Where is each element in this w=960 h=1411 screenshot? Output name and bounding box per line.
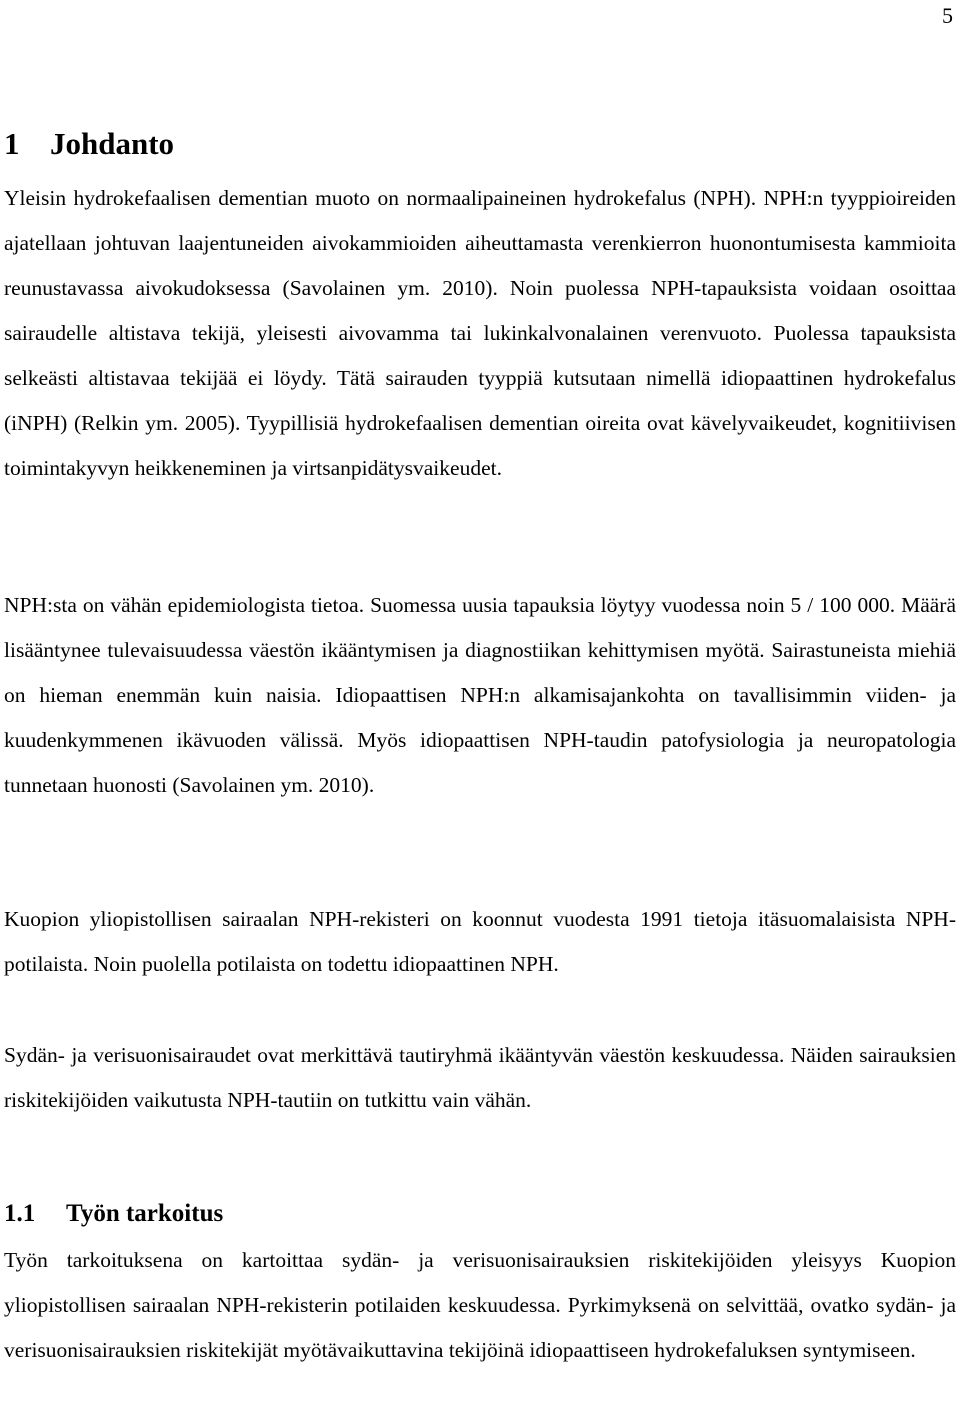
subsection-title (4, 1198, 956, 1230)
chapter-heading (4, 124, 956, 164)
subsection-title-text: Työn tarkoitus (66, 1200, 224, 1227)
body-paragraph-2 (4, 583, 956, 808)
page-number: 5 (942, 3, 953, 28)
body-paragraph-3 (4, 897, 956, 987)
paragraph-registry: Kuopion yliopistollisen sairaalan NPH-rekisteri on koonnut vuodesta 1991 tietoja itäsuomalaisista NPH-potilaista. Noin puolella potilaista on todettu idiopaattinen NPH. (4, 907, 956, 976)
body-paragraph-4 (4, 1033, 956, 1123)
paragraph-aim: Työn tarkoituksena on kartoittaa sydän- ja verisuonisairauksien riskitekijöiden yleisyys Kuopion yliopistollisen sairaalan NPH-rekisterin potilaiden keskuudessa. Pyrkimyksenä on selvittää, ovatko sydän- ja verisuonisairauksien riskitekijät myötävaikuttavina tekijöinä idiopaattiseen hydrokefaluksen syntymiseen. (4, 1248, 956, 1362)
paragraph-epidemiology: NPH:sta on vähän epidemiologista tietoa. Suomessa uusia tapauksia löytyy vuodessa noin 5 / 100 000. Määrä lisääntynee tulevaisuudessa väestön ikääntymisen ja diagnostiikan kehittymisen myötä. Sairastuneista miehiä on hieman enemmän kuin naisia. Idiopaattisen NPH:n alkamisajankohta on tavallisimmin viiden- ja kuudenkymmenen ikävuoden välissä. Myös idiopaattisen NPH-taudin patofysiologia ja neuropatologia tunnetaan huonosti (Savolainen ym. 2010). (4, 593, 956, 797)
paragraph-intro: Yleisin hydrokefaalisen dementian muoto on normaalipaineinen hydrokefalus (NPH). NPH:n tyyppioireiden ajatellaan johtuvan laajentuneiden aivokammioiden aiheuttamasta verenkierron huonontumisesta kammioita reunustavassa aivokudoksessa (Savolainen ym. 2010). Noin puolessa NPH-tapauksista voidaan osoittaa sairaudelle altistava tekijä, yleisesti aivovamma tai lukinkalvonalainen verenvuoto. Puolessa tapauksista selkeästi altistavaa tekijää ei löydy. Tätä sairauden tyyppiä kutsutaan nimellä idiopaattinen hydrokefalus (iNPH) (Relkin ym. 2005). Tyypillisiä hydrokefaalisen dementian oireita ovat kävelyvaikeudet, kognitiivisen toimintakyvyn heikkeneminen ja virtsanpidätysvaikeudet. (4, 186, 956, 480)
chapter-title (4, 124, 956, 164)
chapter-number: 1 (4, 126, 20, 161)
subsection-number: 1.1 (4, 1200, 36, 1227)
chapter-title-text: Johdanto (50, 126, 175, 161)
paragraph-cardiovascular: Sydän- ja verisuonisairaudet ovat merkittävä tautiryhmä ikääntyvän väestön keskuudessa. Näiden sairauksien riskitekijöiden vaikutusta NPH-tautiin on tutkittu vain vähän. (4, 1043, 956, 1112)
body-paragraph-1 (4, 176, 956, 491)
subsection-heading (4, 1198, 956, 1230)
body-paragraph-5 (4, 1238, 956, 1373)
